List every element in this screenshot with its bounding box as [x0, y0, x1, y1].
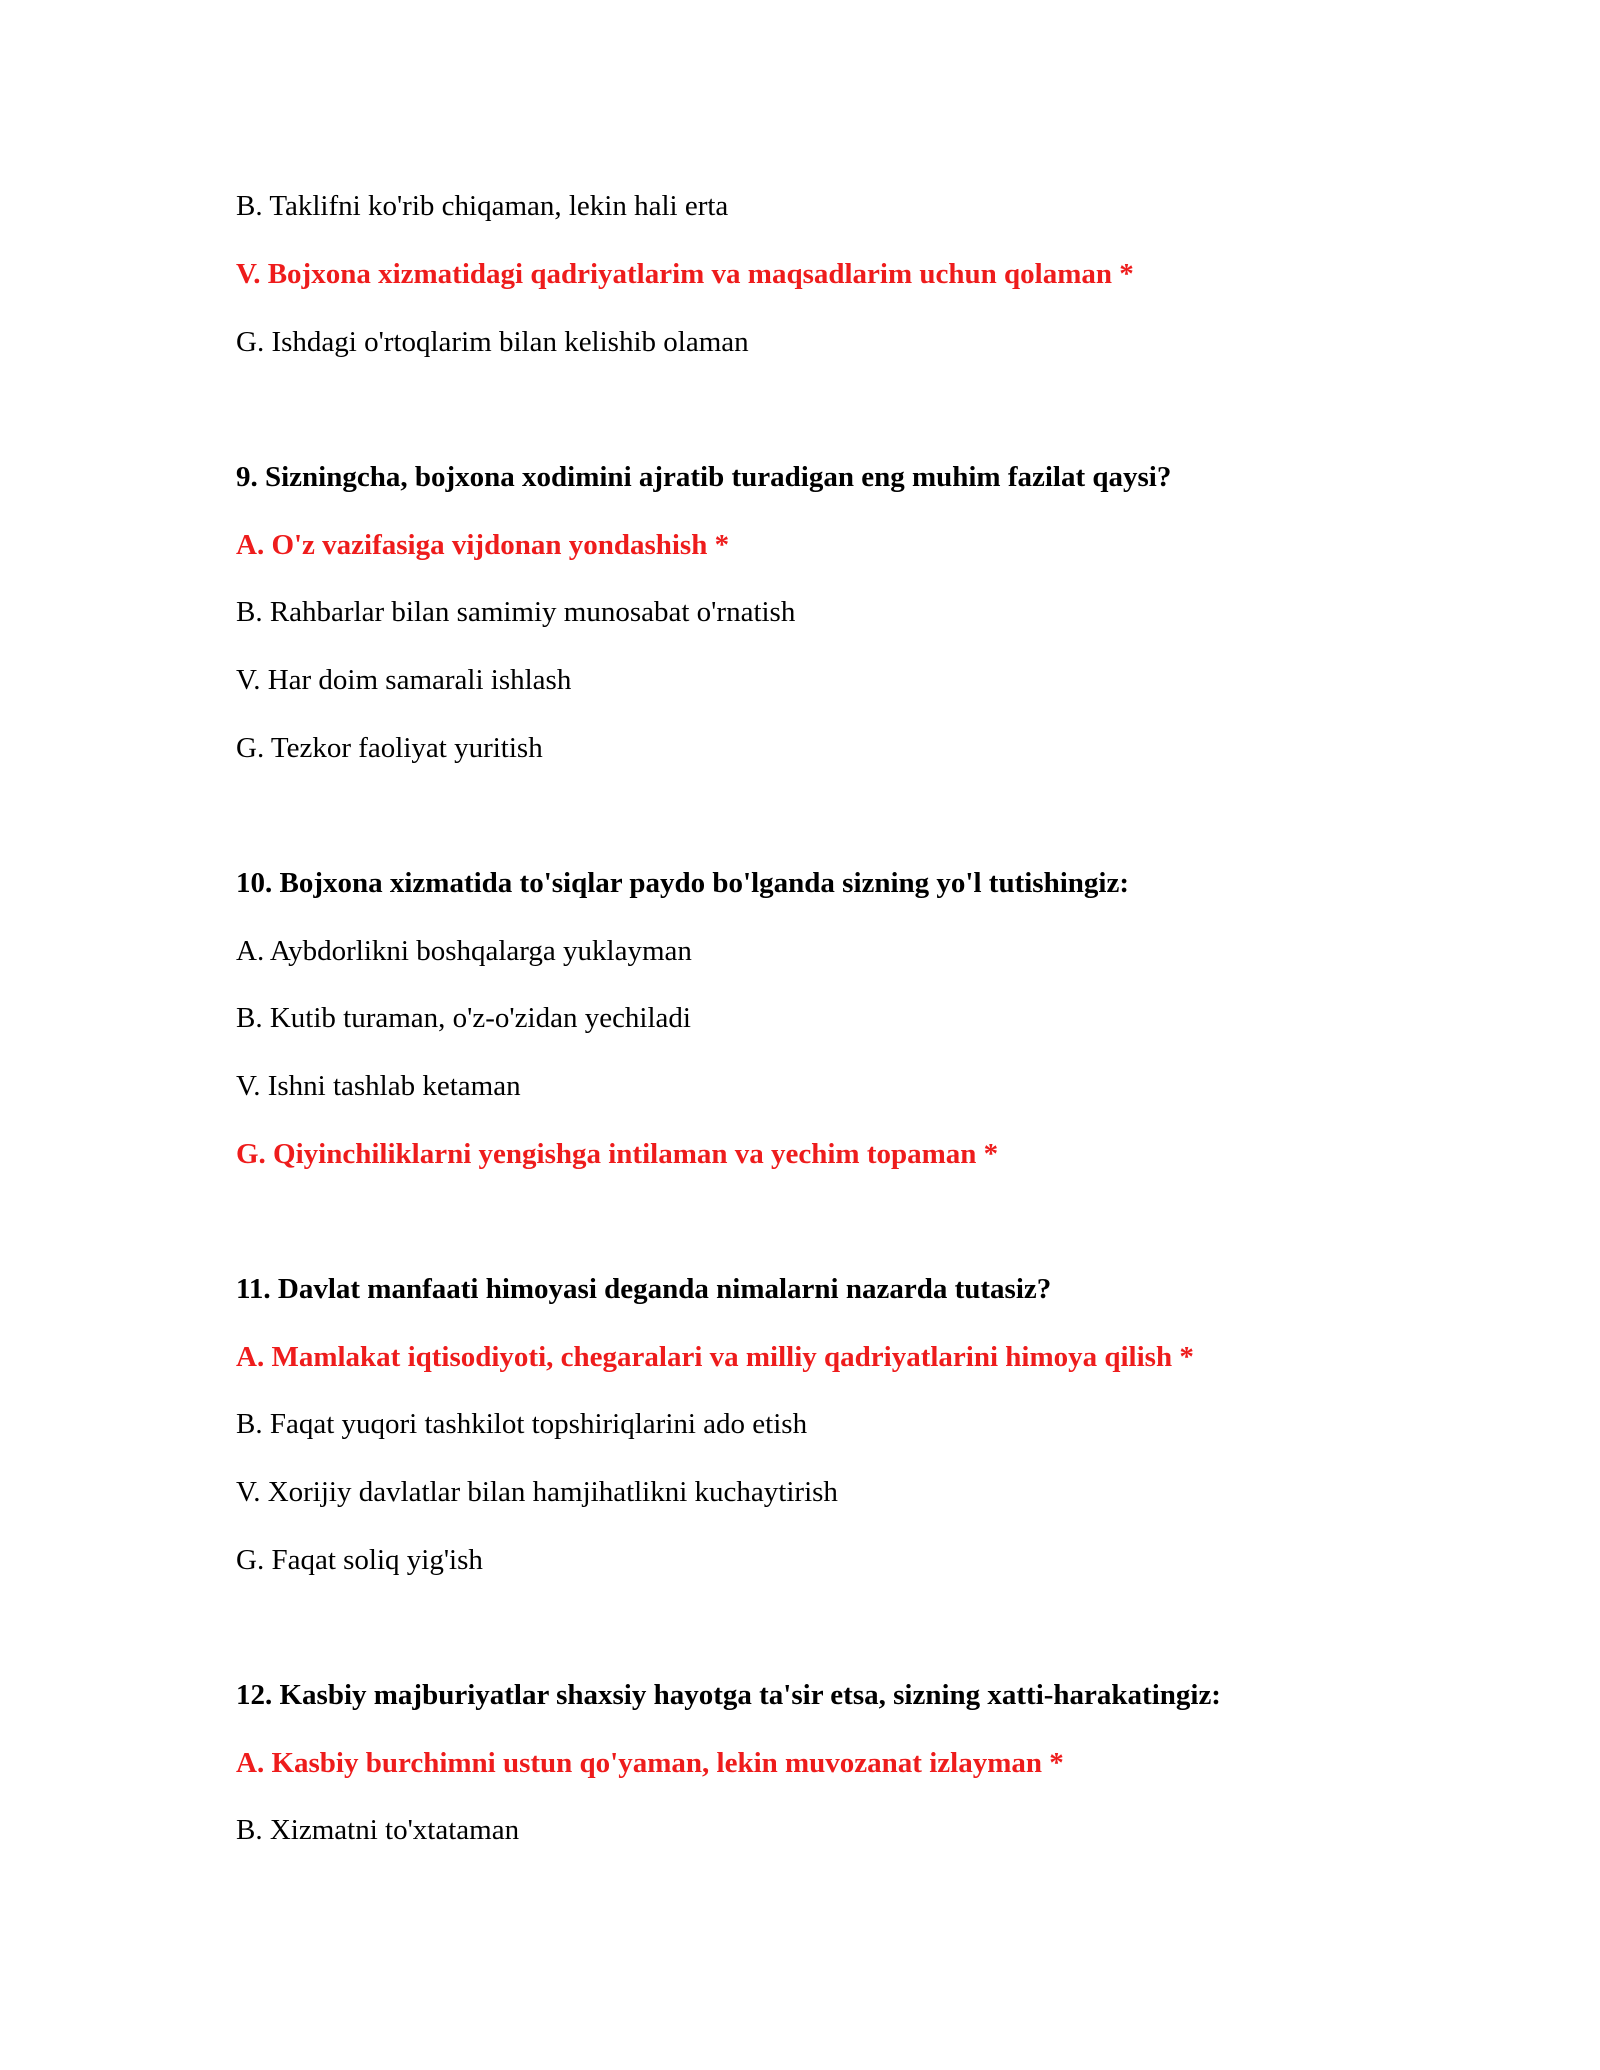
q10-option-g-correct: G. Qiyinchiliklarni yengishga intilaman va yechim topaman *: [236, 1138, 999, 1170]
q9-option-g: G. Tezkor faoliyat yuritish: [236, 732, 543, 764]
q11-option-v: V. Xorijiy davlatlar bilan hamjihatlikni kuchaytirish: [236, 1476, 838, 1508]
question-9: 9. Sizningcha, bojxona xodimini ajratib turadigan eng muhim fazilat qaysi?: [236, 461, 1172, 493]
q11-option-a-correct: A. Mamlakat iqtisodiyoti, chegaralari va milliy qadriyatlarini himoya qilish *: [236, 1341, 1194, 1373]
q9-option-b: B. Rahbarlar bilan samimiy munosabat o'rnatish: [236, 596, 796, 628]
q8-option-v-correct: V. Bojxona xizmatidagi qadriyatlarim va maqsadlarim uchun qolaman *: [236, 258, 1134, 290]
q11-option-g: G. Faqat soliq yig'ish: [236, 1544, 483, 1576]
q10-option-b: B. Kutib turaman, o'z-o'zidan yechiladi: [236, 1002, 691, 1034]
q8-option-b: B. Taklifni ko'rib chiqaman, lekin hali erta: [236, 190, 729, 222]
q9-option-v: V. Har doim samarali ishlash: [236, 664, 572, 696]
q11-option-b: B. Faqat yuqori tashkilot topshiriqlarini ado etish: [236, 1408, 808, 1440]
q8-option-g: G. Ishdagi o'rtoqlarim bilan kelishib olaman: [236, 326, 749, 358]
q12-option-a-correct: A. Kasbiy burchimni ustun qo'yaman, lekin muvozanat izlayman *: [236, 1747, 1064, 1779]
q12-option-b: B. Xizmatni to'xtataman: [236, 1814, 520, 1846]
question-12: 12. Kasbiy majburiyatlar shaxsiy hayotga ta'sir etsa, sizning xatti-harakatingiz:: [236, 1679, 1221, 1711]
question-10: 10. Bojxona xizmatida to'siqlar paydo bo'lganda sizning yo'l tutishingiz:: [236, 867, 1129, 899]
q10-option-a: A. Aybdorlikni boshqalarga yuklayman: [236, 935, 692, 967]
q9-option-a-correct: A. O'z vazifasiga vijdonan yondashish *: [236, 529, 730, 561]
question-11: 11. Davlat manfaati himoyasi deganda nimalarni nazarda tutasiz?: [236, 1273, 1052, 1305]
q10-option-v: V. Ishni tashlab ketaman: [236, 1070, 521, 1102]
